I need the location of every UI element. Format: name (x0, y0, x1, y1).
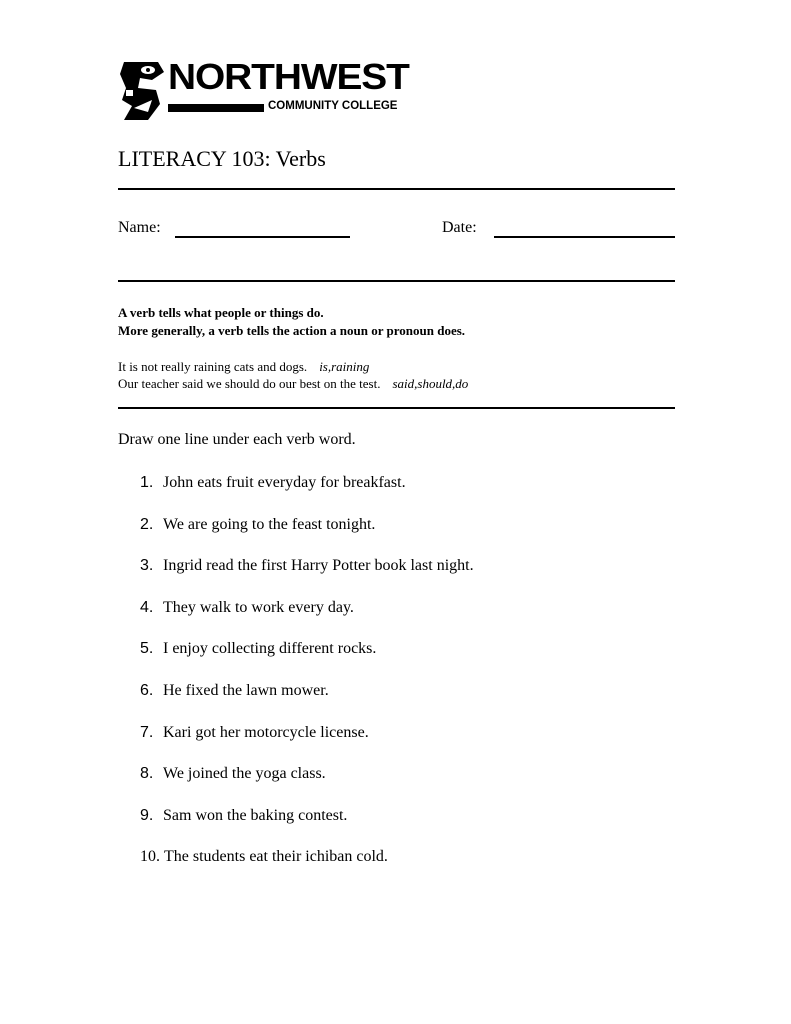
exercise-item (140, 724, 369, 742)
item-number: 6. (140, 682, 154, 699)
item-sentence: They walk to work every day. (163, 598, 354, 616)
item-number: 4. (140, 598, 154, 616)
example-line (118, 376, 468, 392)
college-logo (118, 56, 409, 122)
item-number: 9. (140, 806, 154, 824)
divider (118, 188, 675, 190)
logo-wordmark: NORTHWEST (168, 56, 409, 97)
divider (118, 280, 675, 282)
item-sentence: We are going to the feast tonight. (163, 515, 376, 533)
date-label: Date: (442, 219, 477, 236)
logo-bar (168, 104, 264, 112)
item-number: 2. (140, 515, 154, 533)
item-number: 5. (140, 640, 154, 658)
example-answer: said,should,do (392, 376, 469, 391)
exercise-item (140, 807, 347, 825)
raven-emblem-icon (118, 60, 166, 122)
example-sentence: It is not really raining cats and dogs. (118, 359, 308, 374)
exercise-item (140, 516, 375, 534)
item-sentence: John eats fruit everyday for breakfast. (163, 474, 406, 491)
item-sentence: He fixed the lawn mower. (163, 682, 329, 699)
example-line (118, 359, 369, 375)
logo-subtitle: COMMUNITY COLLEGE (268, 100, 398, 112)
item-number: 10. (140, 848, 160, 866)
item-sentence: Sam won the baking contest. (163, 806, 348, 824)
item-number: 3. (140, 557, 154, 575)
date-field[interactable] (494, 236, 675, 238)
definition-line: More generally, a verb tells the action a noun or pronoun does. (118, 323, 466, 338)
exercise-item (140, 557, 474, 575)
definition-line: A verb tells what people or things do. (118, 305, 324, 320)
item-sentence: The students eat their ichiban cold. (164, 848, 388, 866)
exercise-item (140, 640, 376, 658)
exercise-item (140, 765, 326, 783)
item-sentence: We joined the yoga class. (163, 765, 326, 783)
example-sentence: Our teacher said we should do our best on the test. (118, 376, 381, 391)
instruction: Draw one line under each verb word. (118, 431, 356, 448)
item-sentence: Kari got her motorcycle license. (163, 723, 369, 741)
item-number: 1. (140, 474, 154, 491)
item-sentence: I enjoy collecting different rocks. (163, 640, 377, 658)
item-sentence: Ingrid read the first Harry Potter book last night. (163, 557, 474, 575)
example-answer: is,raining (319, 359, 370, 374)
name-label: Name: (118, 219, 161, 236)
item-number: 8. (140, 765, 154, 783)
exercise-item (140, 682, 329, 700)
name-field[interactable] (175, 236, 350, 238)
item-number: 7. (140, 723, 154, 741)
exercise-item (140, 599, 354, 617)
page-title: LITERACY 103: Verbs (118, 146, 326, 171)
exercise-item (140, 848, 388, 866)
divider (118, 407, 675, 409)
exercise-item (140, 474, 406, 492)
